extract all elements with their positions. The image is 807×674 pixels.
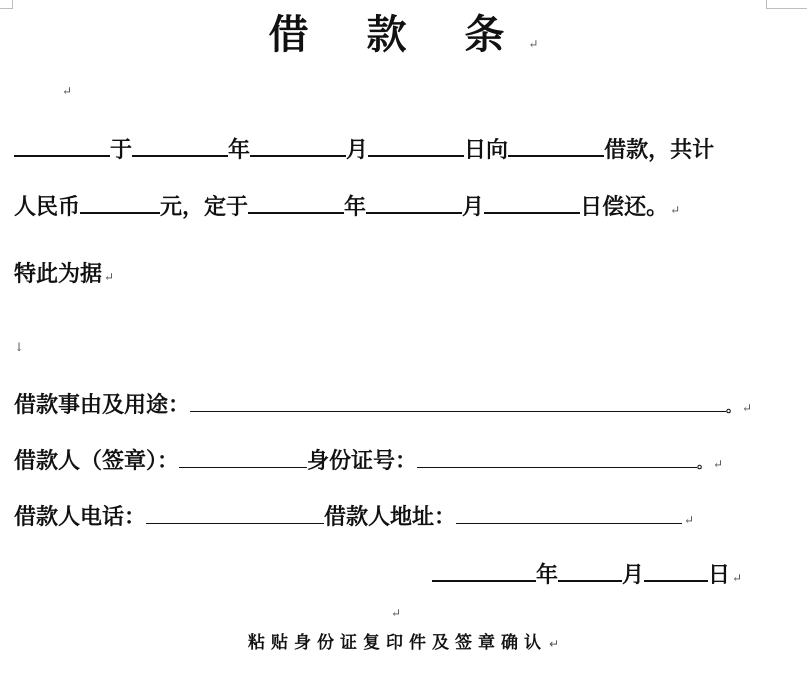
id-number-label: 身份证号： [307,448,418,474]
sign-day-blank[interactable] [644,557,708,582]
address-label: 借款人地址： [324,504,457,530]
month-blank[interactable] [250,132,346,157]
borrower-blank[interactable] [508,132,604,157]
paragraph-mark-icon: ↵ [62,84,73,98]
document-title [0,10,807,69]
text-day: 日 [708,562,731,588]
signature-blank[interactable] [179,444,307,468]
paragraph-mark-icon: ↵ [670,203,681,217]
paragraph-mark-icon: ↵ [742,401,753,415]
phone-address-line [14,500,694,530]
loan-line-2 [14,189,680,219]
date-line [432,557,742,587]
text-month: 月 [622,562,645,588]
loan-line-1 [14,132,714,162]
text-month: 月 [346,137,369,163]
text-borrow-total: 借款，共计 [604,137,715,163]
text-day-repay: 日偿还。 [580,194,669,220]
purpose-line [14,388,752,418]
text-month: 月 [462,194,485,220]
phone-label: 借款人电话： [14,504,147,530]
basis-line [14,259,114,289]
year-blank[interactable] [132,132,228,157]
repay-month-blank[interactable] [366,189,462,214]
id-copy-instruction [0,628,807,653]
signature-id-line [14,444,723,474]
amount-blank[interactable] [80,189,160,214]
paragraph-mark-icon: ↵ [528,37,539,51]
paragraph-mark-icon: ↵ [548,637,560,651]
text-year: 年 [536,562,559,588]
footer-text: 粘贴身份证复印件及签章确认 [247,633,547,653]
paragraph-mark-icon: ↵ [684,513,695,527]
paragraph-mark-icon: ↵ [713,457,724,471]
text-rmb: 人民币 [14,194,81,220]
text-day-to: 日向 [464,137,509,163]
sign-year-blank[interactable] [432,557,536,582]
paragraph-mark-icon: ↵ [104,270,115,284]
page-corner-marker-left [0,0,13,9]
period-mark: 。 [726,400,741,416]
text-year: 年 [344,194,367,220]
purpose-blank[interactable] [190,388,726,412]
text-at: 于 [110,137,133,163]
lender-blank[interactable] [14,132,110,157]
paragraph-mark-icon: ↵ [391,606,402,620]
line-break-mark-icon: ↓ [14,340,25,354]
period-mark: 。 [697,456,712,472]
address-blank[interactable] [456,500,682,524]
paragraph-mark-icon: ↵ [732,571,743,585]
purpose-label: 借款事由及用途： [14,392,191,418]
text-yuan-due: 元，定于 [160,194,249,220]
id-number-blank[interactable] [417,444,697,468]
repay-day-blank[interactable] [484,189,580,214]
repay-year-blank[interactable] [248,189,344,214]
sign-month-blank[interactable] [558,557,622,582]
phone-blank[interactable] [146,500,324,524]
day-blank[interactable] [368,132,464,157]
borrower-sign-label: 借款人（签章）： [14,448,180,474]
page-corner-marker-right [766,0,807,9]
title-text: 借 款 条 [268,11,527,58]
text-year: 年 [228,137,251,163]
basis-text: 特此为据 [14,261,103,287]
